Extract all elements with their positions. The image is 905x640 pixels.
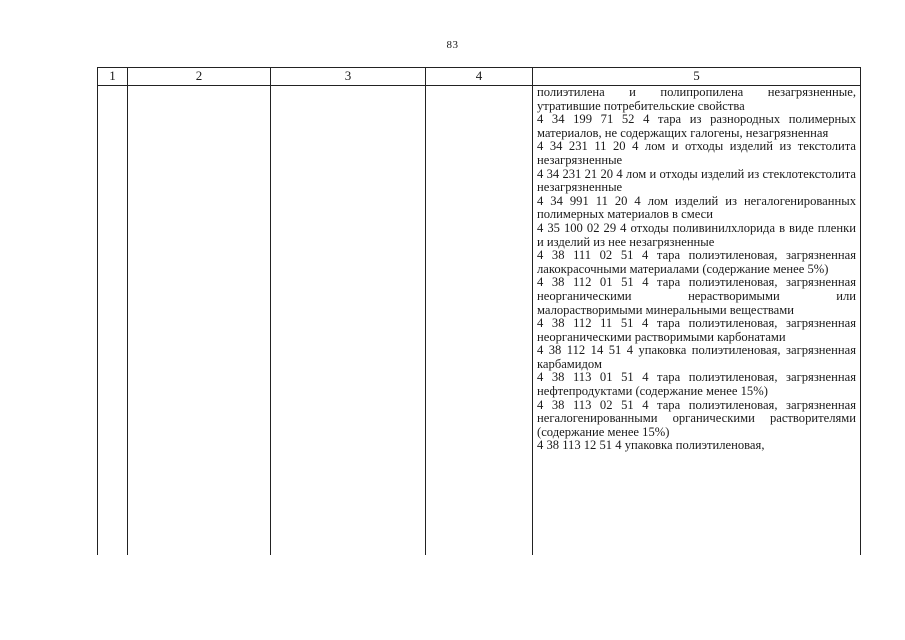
column-header-1: 1 (98, 68, 128, 86)
waste-entry: 4 38 113 01 51 4 тара полиэтиленовая, загрязненная нефтепродуктами (содержание менее 15%) (537, 370, 856, 399)
waste-entry: 4 34 231 21 20 4 лом и отходы изделий из стеклотекстолита незагрязненные (537, 166, 856, 195)
waste-entry: 4 38 112 01 51 4 тара полиэтиленовая, загрязненная неорганическими нерастворимыми или малорастворимыми минеральными веществами (537, 275, 856, 317)
column-header-4: 4 (426, 68, 533, 86)
cell-col-4 (426, 86, 533, 556)
waste-table (97, 67, 861, 555)
page-number: 83 (446, 39, 459, 51)
waste-entry: 4 38 112 14 51 4 упаковка полиэтиленовая, загрязненная карбамидом (537, 343, 856, 371)
cell-col-5 (533, 86, 861, 556)
waste-entry: 4 35 100 02 29 4 отходы поливинилхлорида в виде пленки и изделий из нее незагрязненные (537, 220, 856, 249)
waste-entry: 4 34 231 11 20 4 лом и отходы изделий из текстолита незагрязненные (537, 139, 856, 167)
cell-col-2 (128, 86, 271, 556)
column-header-3: 3 (271, 68, 426, 86)
waste-entry: 4 38 113 02 51 4 тара полиэтиленовая, загрязненная негалогенированными органическими растворителями (содержание менее 15%) (537, 397, 856, 439)
waste-entry: полиэтилена и полипропилена незагрязненные, утратившие потребительские свойства (537, 85, 856, 113)
cell-col-3 (271, 86, 426, 556)
waste-entry: 4 38 112 11 51 4 тара полиэтиленовая, загрязненная неорганическими растворимыми карбонатами (537, 316, 856, 344)
waste-entry: 4 34 199 71 52 4 тара из разнородных полимерных материалов, не содержащих галогены, незагрязненная (537, 112, 856, 140)
table-row (98, 86, 861, 556)
waste-entry: 4 34 991 11 20 4 лом изделий из негалогенированных полимерных материалов в смеси (537, 193, 856, 222)
column-header-2: 2 (128, 68, 271, 86)
cell-col-1 (98, 86, 128, 556)
waste-entry: 4 38 113 12 51 4 упаковка полиэтиленовая, (537, 438, 765, 453)
table-header-row (98, 68, 861, 86)
column-header-5: 5 (533, 68, 861, 86)
waste-entry: 4 38 111 02 51 4 тара полиэтиленовая, загрязненная лакокрасочными материалами (содержание менее 5%) (537, 248, 856, 276)
